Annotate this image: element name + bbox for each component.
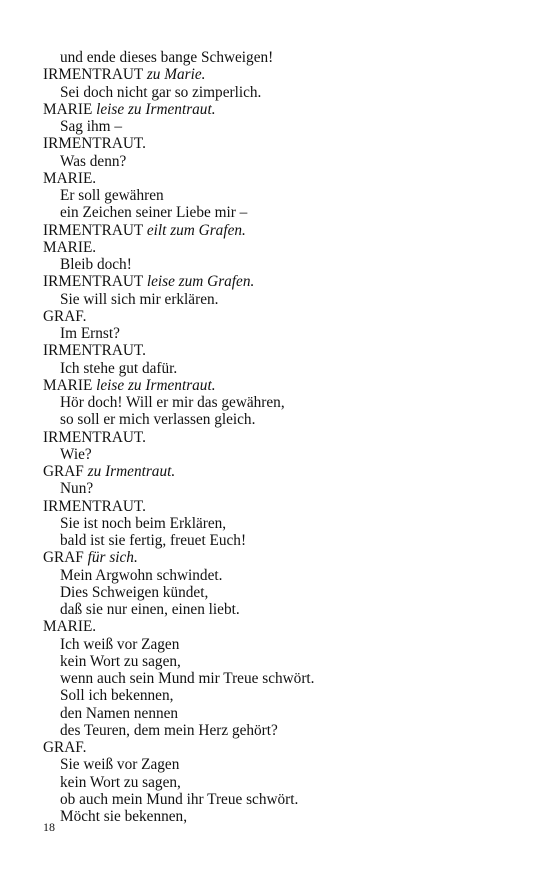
verse-line: des Teuren, dem mein Herz gehört? <box>60 721 278 739</box>
verse-line: Soll ich bekennen, <box>60 687 174 705</box>
verse-line: den Namen nennen <box>60 704 179 722</box>
stage-direction: zu Irmentraut. <box>87 463 176 480</box>
stage-direction: leise zu Irmentraut. <box>96 100 216 118</box>
speaker-name: MARIE. <box>43 169 97 187</box>
speaker-name: IRMENTRAUT. <box>43 342 146 360</box>
book-page-text <box>43 49 523 825</box>
stage-direction: leise zum Grafen. <box>146 273 255 291</box>
verse-line: wenn auch sein Mund mir Treue schwört. <box>60 670 315 687</box>
speaker-name: GRAF <box>43 549 84 567</box>
speaker-name: GRAF <box>43 463 84 480</box>
speaker-line <box>43 135 523 152</box>
verse-line: ein Zeichen seiner Liebe mir – <box>60 204 248 222</box>
speaker-line <box>43 239 523 256</box>
speaker-name: IRMENTRAUT. <box>43 497 146 515</box>
speaker-line <box>43 429 523 446</box>
verse-line: kein Wort zu sagen, <box>60 773 181 791</box>
verse-line: bald ist sie fertig, freuet Euch! <box>60 532 247 549</box>
speaker-line <box>43 308 523 325</box>
verse-line: Ich weiß vor Zagen <box>60 635 180 653</box>
speaker-name: MARIE <box>43 376 93 394</box>
verse-line: Dies Schweigen kündet, <box>60 583 209 601</box>
verse-line: Ich stehe gut dafür. <box>60 359 178 377</box>
speaker-line <box>43 739 523 756</box>
verse-line: Mein Argwohn schwindet. <box>60 566 223 584</box>
verse-line: Sei doch nicht gar so zimperlich. <box>60 83 262 101</box>
stage-direction: eilt zum Grafen. <box>146 221 246 239</box>
verse-line: Wie? <box>60 445 92 463</box>
verse-line: Was denn? <box>60 152 127 170</box>
verse-line: kein Wort zu sagen, <box>60 652 181 670</box>
page-number: 18 <box>43 820 55 834</box>
verse-line: Möcht sie bekennen, <box>60 808 188 825</box>
verse-line: ob auch mein Mund ihr Treue schwört. <box>60 790 299 808</box>
speaker-name: IRMENTRAUT <box>43 273 143 291</box>
speaker-name: GRAF. <box>43 307 87 325</box>
speaker-name: MARIE. <box>43 618 97 636</box>
speaker-line <box>43 101 523 118</box>
verse-line: Sag ihm – <box>60 118 123 135</box>
verse-line: Hör doch! Will er mir das gewähren, <box>60 394 285 411</box>
speaker-name: IRMENTRAUT <box>43 221 143 239</box>
speaker-name: IRMENTRAUT <box>43 66 143 84</box>
verse-line: Sie ist noch beim Erklären, <box>60 514 227 532</box>
speaker-name: GRAF. <box>43 739 87 756</box>
verse-line: Er soll gewähren <box>60 187 164 204</box>
speaker-line <box>43 498 523 515</box>
verse-line: Nun? <box>60 480 94 498</box>
speaker-line <box>43 170 523 187</box>
speaker-line <box>43 618 523 635</box>
speaker-line <box>43 66 523 83</box>
speaker-line <box>43 549 523 566</box>
verse-line: Sie weiß vor Zagen <box>60 756 180 774</box>
verse-line: Im Ernst? <box>60 325 120 342</box>
speaker-line <box>43 342 523 359</box>
verse-line: Sie will sich mir erklären. <box>60 290 219 308</box>
stage-direction: zu Marie. <box>146 66 206 84</box>
speaker-name: MARIE. <box>43 238 97 256</box>
speaker-line <box>43 273 523 290</box>
speaker-line <box>43 222 523 239</box>
speaker-line <box>43 463 523 480</box>
speaker-name: IRMENTRAUT. <box>43 428 146 446</box>
verse-line: daß sie nur einen, einen liebt. <box>60 601 240 618</box>
verse-line: Bleib doch! <box>60 256 132 273</box>
stage-direction: für sich. <box>87 549 138 567</box>
verse-line: und ende dieses bange Schweigen! <box>60 49 274 66</box>
stage-direction: leise zu Irmentraut. <box>96 376 216 394</box>
speaker-name: MARIE <box>43 100 93 118</box>
speaker-line <box>43 377 523 394</box>
speaker-name: IRMENTRAUT. <box>43 135 146 153</box>
verse-line: so soll er mich verlassen gleich. <box>60 411 256 429</box>
